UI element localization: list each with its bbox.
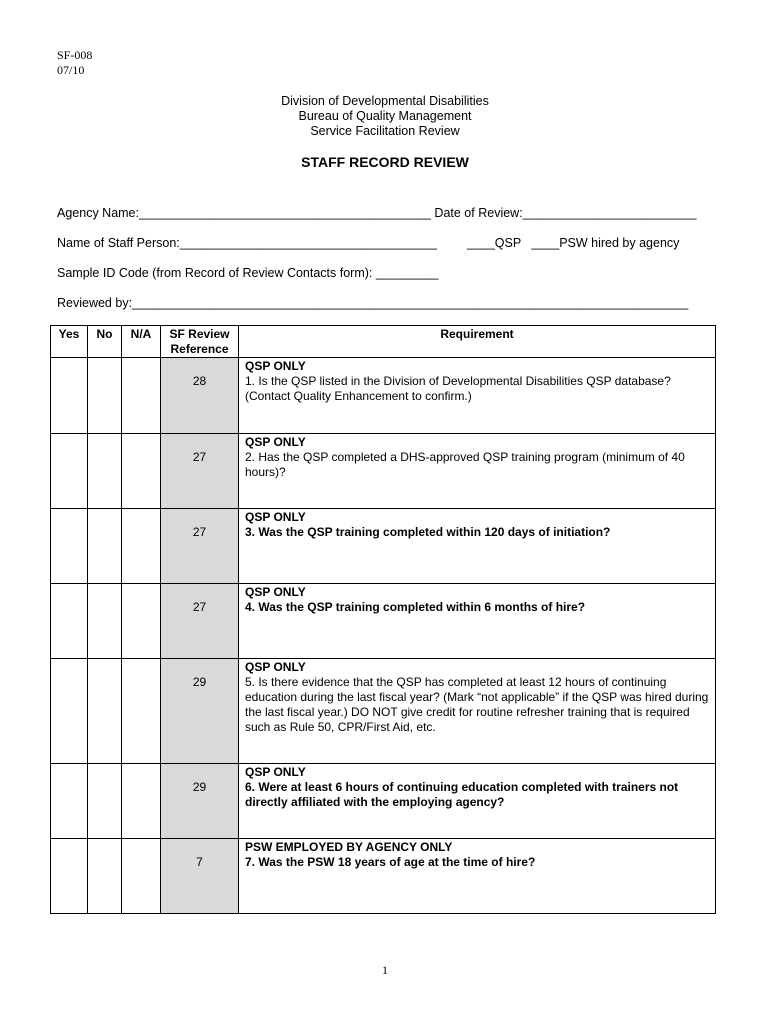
- requirement-text: 2. Has the QSP completed a DHS-approved QSP training program (minimum of 40 hours)?: [245, 450, 685, 479]
- no-cell[interactable]: [88, 358, 122, 434]
- requirement-scope: QSP ONLY: [245, 585, 306, 599]
- table-row: [51, 509, 716, 584]
- header-no: No: [88, 326, 122, 358]
- header-sf-review-reference: [161, 326, 239, 358]
- sample-id-field[interactable]: Sample ID Code (from Record of Review Contacts form): _________: [57, 266, 439, 280]
- table-row: [51, 659, 716, 764]
- table-row: [51, 434, 716, 509]
- reference-cell: 27: [161, 434, 239, 509]
- reference-cell: 27: [161, 509, 239, 584]
- requirement-text: 1. Is the QSP listed in the Division of Developmental Disabilities QSP database? (Contact Quality Enhancement to confirm.): [245, 374, 671, 403]
- no-cell[interactable]: [88, 434, 122, 509]
- agency-and-date-field[interactable]: Agency Name:__________________________________________ Date of Review:_________________________: [57, 206, 697, 220]
- reference-cell: 7: [161, 839, 239, 914]
- requirement-cell: [239, 839, 716, 914]
- header-yes: Yes: [51, 326, 88, 358]
- header-requirement: Requirement: [239, 326, 716, 358]
- yes-cell[interactable]: [51, 434, 88, 509]
- requirement-scope: QSP ONLY: [245, 510, 306, 524]
- page-title: STAFF RECORD REVIEW: [301, 154, 469, 170]
- yes-cell[interactable]: [51, 764, 88, 839]
- yes-cell[interactable]: [51, 358, 88, 434]
- table-header-row: [51, 326, 716, 358]
- requirement-scope: QSP ONLY: [245, 765, 306, 779]
- requirement-text: 3. Was the QSP training completed within 120 days of initiation?: [245, 525, 611, 539]
- form-number: SF-008: [57, 48, 93, 62]
- table-row: [51, 839, 716, 914]
- header-ref-line2: Reference: [170, 342, 229, 356]
- yes-cell[interactable]: [51, 839, 88, 914]
- no-cell[interactable]: [88, 659, 122, 764]
- yes-cell[interactable]: [51, 584, 88, 659]
- form-code: [57, 48, 92, 78]
- requirement-cell: [239, 434, 716, 509]
- header-review-type: Service Facilitation Review: [310, 124, 460, 138]
- requirement-text: 5. Is there evidence that the QSP has completed at least 12 hours of continuing education during the last fiscal year? (Mark “not applicable” if the QSP was hired during the last fiscal year.) DO NOT give credit for routine refresher training that is required such as Rule 50, CPR/First Aid, etc.: [245, 675, 709, 734]
- staff-name-field[interactable]: Name of Staff Person:_____________________________________: [57, 236, 437, 250]
- reference-cell: 29: [161, 764, 239, 839]
- table-row: [51, 584, 716, 659]
- requirement-text: 7. Was the PSW 18 years of age at the time of hire?: [245, 855, 536, 869]
- na-cell[interactable]: [122, 358, 161, 434]
- header-division: Division of Developmental Disabilities: [281, 94, 489, 108]
- na-cell[interactable]: [122, 839, 161, 914]
- requirement-scope: QSP ONLY: [245, 359, 306, 373]
- form-date: 07/10: [57, 63, 85, 77]
- requirement-text: 4. Was the QSP training completed within 6 months of hire?: [245, 600, 586, 614]
- requirement-cell: [239, 509, 716, 584]
- header-bureau: Bureau of Quality Management: [298, 109, 472, 123]
- table-row: [51, 764, 716, 839]
- table-row: [51, 358, 716, 434]
- na-cell[interactable]: [122, 764, 161, 839]
- na-cell[interactable]: [122, 509, 161, 584]
- no-cell[interactable]: [88, 584, 122, 659]
- requirement-scope: QSP ONLY: [245, 435, 306, 449]
- requirement-cell: [239, 584, 716, 659]
- yes-cell[interactable]: [51, 659, 88, 764]
- yes-cell[interactable]: [51, 509, 88, 584]
- header-ref-line1: SF Review: [169, 327, 230, 341]
- reference-cell: 28: [161, 358, 239, 434]
- na-cell[interactable]: [122, 434, 161, 509]
- reference-cell: 27: [161, 584, 239, 659]
- na-cell[interactable]: [122, 584, 161, 659]
- header-na: N/A: [122, 326, 161, 358]
- no-cell[interactable]: [88, 839, 122, 914]
- no-cell[interactable]: [88, 509, 122, 584]
- document-header: [0, 94, 770, 139]
- requirements-table: [50, 325, 716, 914]
- requirement-scope: QSP ONLY: [245, 660, 306, 674]
- page-number: 1: [382, 963, 388, 977]
- na-cell[interactable]: [122, 659, 161, 764]
- requirement-cell: [239, 358, 716, 434]
- reviewed-by-field[interactable]: Reviewed by:________________________________________________________________________________: [57, 296, 689, 310]
- requirement-cell: [239, 764, 716, 839]
- no-cell[interactable]: [88, 764, 122, 839]
- requirement-cell: [239, 659, 716, 764]
- reference-cell: 29: [161, 659, 239, 764]
- staff-type-field[interactable]: ____QSP ____PSW hired by agency: [467, 236, 680, 250]
- requirement-scope: PSW EMPLOYED BY AGENCY ONLY: [245, 840, 453, 854]
- requirement-text: 6. Were at least 6 hours of continuing education completed with trainers not directly affiliated with the employing agency?: [245, 780, 679, 809]
